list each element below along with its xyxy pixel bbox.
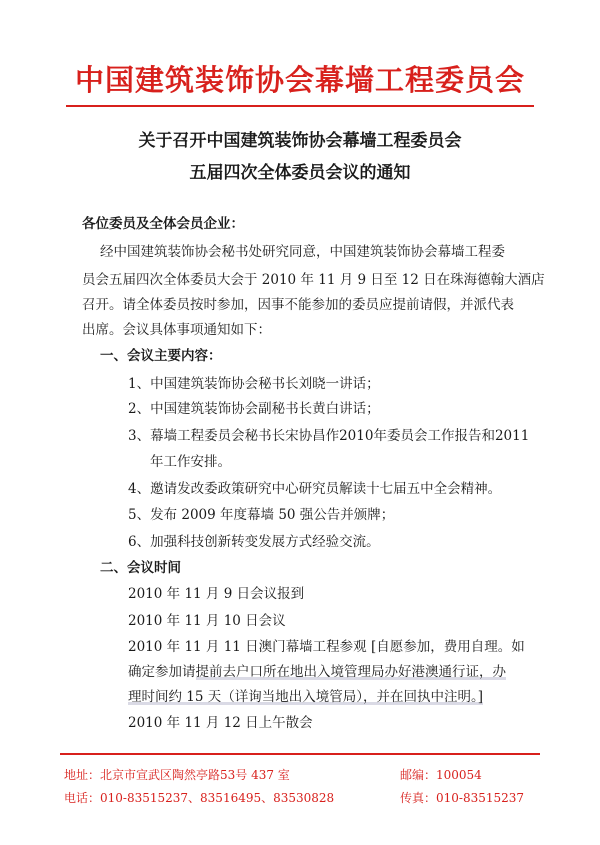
- section-1-heading: 一、会议主要内容：: [100, 348, 222, 364]
- footer-phone: 电话：010-83515237、83516495、83530828: [64, 791, 335, 805]
- schedule-item: 2010 年 11 月 12 日上午散会: [128, 715, 313, 731]
- footer-divider: [60, 753, 540, 755]
- intro-line: 员会五届四次全体委员大会于 2010 年 11 月 9 日至 12 日在珠海德翰大酒店: [82, 272, 545, 288]
- section-1-item-continuation: 年工作安排。: [150, 454, 231, 470]
- schedule-note-highlight: 提前去户口所在地出入境管理局办好港澳通行证，办: [195, 664, 506, 680]
- schedule-item-continuation: [128, 663, 506, 681]
- section-1-item: 6、加强科技创新转变发展方式经验交流。: [128, 534, 380, 550]
- intro-line: 经中国建筑装饰协会秘书处研究同意，中国建筑装饰协会幕墙工程委: [100, 244, 505, 260]
- intro-line: 出席。会议具体事项通知如下：: [82, 322, 271, 338]
- salutation: 各位委员及全体会员企业：: [82, 216, 244, 232]
- section-1-item: 5、发布 2009 年度幕墙 50 强公告并颁牌；: [128, 507, 395, 523]
- schedule-item: 2010 年 11 月 9 日会议报到: [128, 586, 305, 602]
- footer-address: 地址：北京市宣武区陶然亭路53号 437 室: [64, 768, 290, 782]
- section-1-item: 3、幕墙工程委员会秘书长宋协昌作2010年委员会工作报告和2011: [128, 428, 530, 444]
- notice-title-line-1: 关于召开中国建筑装饰协会幕墙工程委员会: [138, 131, 462, 151]
- schedule-item-continuation: [128, 688, 483, 706]
- schedule-item: 2010 年 11 月 11 日澳门幕墙工程参观 [自愿参加，费用自理。如: [128, 639, 525, 655]
- notice-title-line-2: 五届四次全体委员会议的通知: [189, 163, 411, 183]
- letterhead-org-name: 中国建筑装饰协会幕墙工程委员会: [74, 63, 525, 97]
- schedule-note-highlight: 理时间约 15 天（详询当地出入境管局），并在回执中注明。]: [128, 689, 484, 705]
- section-1-item: 2、中国建筑装饰协会副秘书长黄白讲话；: [128, 401, 380, 417]
- section-2-heading: 二、会议时间: [100, 560, 181, 576]
- schedule-note-prefix: 确定参加请: [128, 664, 196, 680]
- schedule-item: 2010 年 11 月 10 日会议: [128, 613, 286, 629]
- footer-fax: 传真：010-83515237: [400, 791, 525, 805]
- letterhead-divider: [66, 105, 534, 107]
- footer-postcode: 邮编：100054: [400, 768, 482, 782]
- section-1-item: 4、邀请发改委政策研究中心研究员解读十七届五中全会精神。: [128, 481, 502, 497]
- intro-line: 召开。请全体委员按时参加，因事不能参加的委员应提前请假，并派代表: [82, 297, 514, 313]
- section-1-item: 1、中国建筑装饰协会秘书长刘晓一讲话；: [128, 376, 380, 392]
